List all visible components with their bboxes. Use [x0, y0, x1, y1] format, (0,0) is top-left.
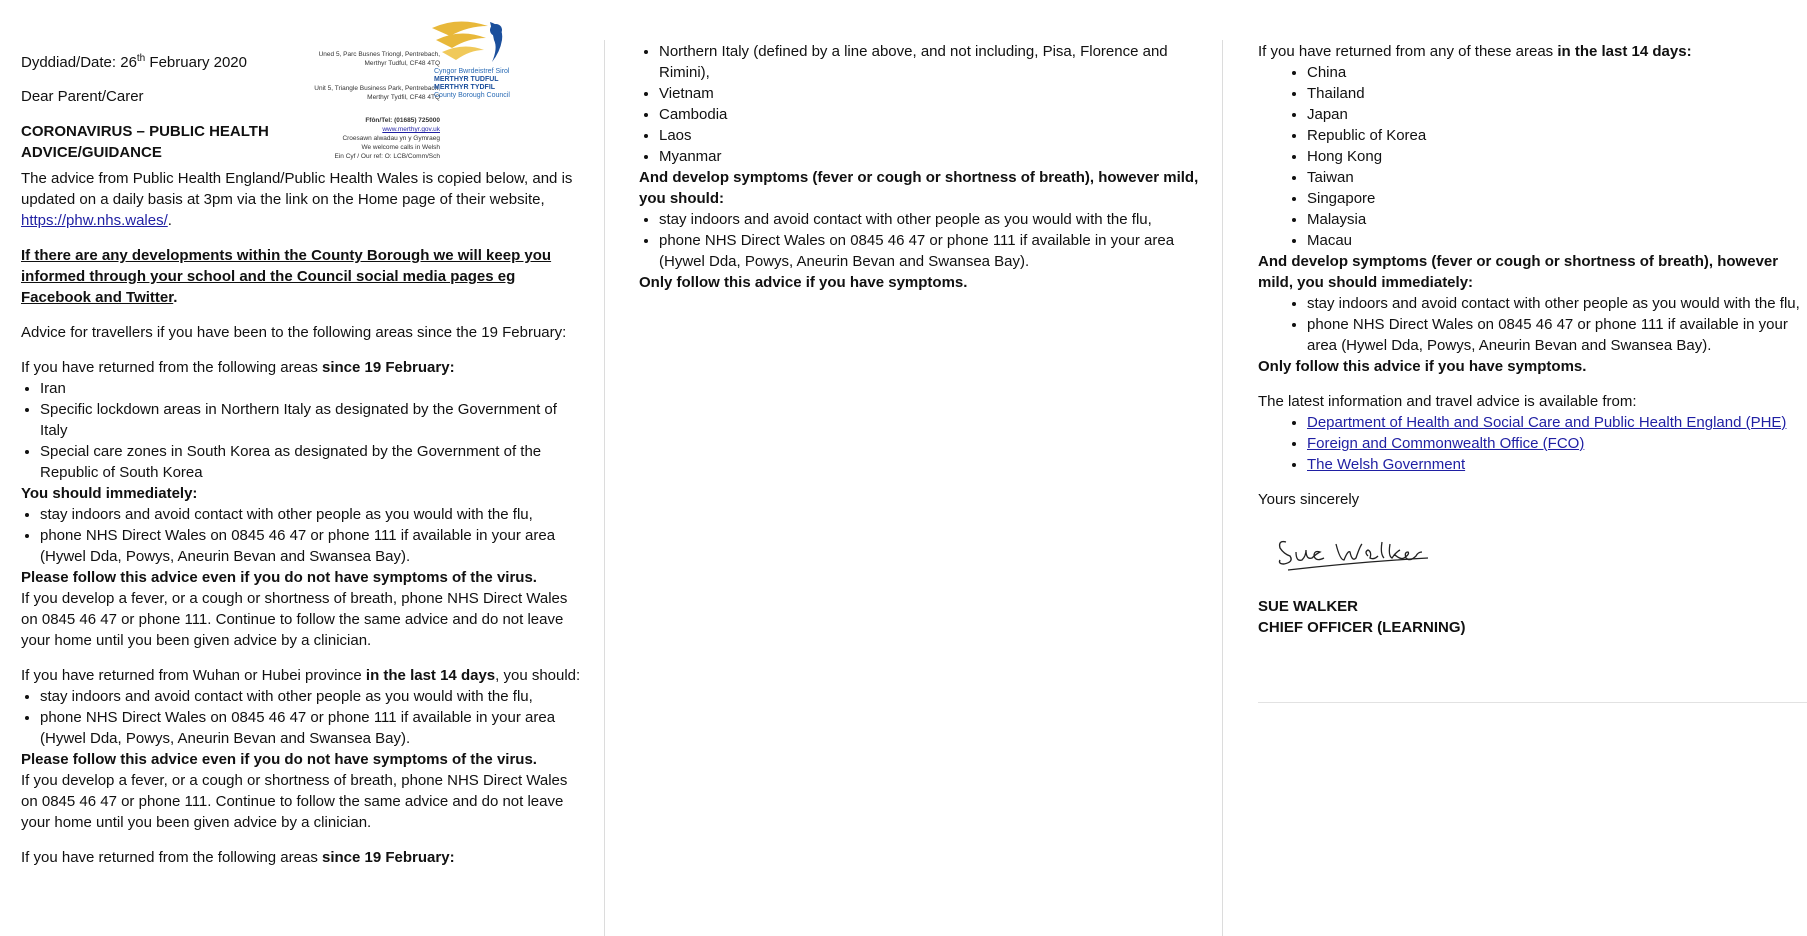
- list-item: • phone NHS Direct Wales on 0845 46 47 or phone 111 if available in your area (Hywel Dda, Powys, Aneurin Bevan and Swansea Bay).: [659, 230, 1202, 272]
- list-item: • Thailand: [1307, 83, 1807, 104]
- areas-list: [21, 378, 584, 483]
- letter-date: Dyddiad/Date: 26th February 2020: [21, 53, 247, 71]
- letter-body-3: [1258, 41, 1807, 638]
- wuhan-heading: If you have returned from Wuhan or Hubei province in the last 14 days, you should:: [21, 667, 581, 684]
- signatory-name: SUE WALKER: [1258, 598, 1359, 615]
- list-item: • Malaysia: [1307, 209, 1807, 230]
- travellers-heading: Advice for travellers if you have been to the following areas since the 19 February:: [21, 324, 567, 341]
- page-column-1: [0, 0, 604, 936]
- resource-links: [1258, 412, 1807, 475]
- list-item: • Republic of Korea: [1307, 125, 1807, 146]
- list-item: [1307, 454, 1807, 475]
- signature-image: [1268, 522, 1468, 586]
- returned-14-days-heading: If you have returned from any of these areas in the last 14 days:: [1258, 43, 1692, 60]
- council-name: Cyngor Bwrdeistref Sirol MERTHYR TUDFUL MERTHYR TYDFIL County Borough Council: [434, 68, 510, 99]
- latest-info-heading: The latest information and travel advice is available from:: [1258, 393, 1637, 410]
- list-item: • Japan: [1307, 104, 1807, 125]
- address-welsh: Uned 5, Parc Busnes Triongl, Pentrebach, Merthyr Tudful, CF48 4TQ: [318, 51, 440, 67]
- list-item: • Singapore: [1307, 188, 1807, 209]
- only-follow-notice: Only follow this advice if you have symptoms.: [1258, 358, 1587, 375]
- developments-notice: If there are any developments within the County Borough we will keep you informed through your school and the Council social media pages eg Facebook and Twitter.: [21, 247, 552, 306]
- list-item: • Vietnam: [659, 83, 1202, 104]
- fco-link[interactable]: Foreign and Commonwealth Office (FCO): [1307, 435, 1585, 452]
- areas-list: [639, 41, 1202, 167]
- page-column-3: [1223, 0, 1807, 936]
- list-item: [1307, 412, 1807, 433]
- signatory-position: CHIEF OFFICER (LEARNING): [1258, 619, 1466, 636]
- signature-area: [1258, 510, 1807, 596]
- actions-list: [21, 504, 584, 567]
- actions-list: [1258, 293, 1807, 356]
- list-item: • Iran: [40, 378, 584, 399]
- list-item: • stay indoors and avoid contact with other people as you would with the flu,: [1307, 293, 1807, 314]
- letter-body-2: [639, 41, 1202, 293]
- list-item: • phone NHS Direct Wales on 0845 46 47 or phone 111 if available in your area (Hywel Dda, Powys, Aneurin Bevan and Swansea Bay).: [40, 707, 584, 749]
- list-item: • stay indoors and avoid contact with other people as you would with the flu,: [40, 504, 584, 525]
- list-item: • Hong Kong: [1307, 146, 1807, 167]
- council-letterhead: [310, 18, 510, 168]
- greeting: Dear Parent/Carer: [21, 88, 144, 105]
- page-divider: [1258, 702, 1807, 703]
- list-item: • Myanmar: [659, 146, 1202, 167]
- list-item: • Macau: [1307, 230, 1807, 251]
- list-item: • phone NHS Direct Wales on 0845 46 47 or phone 111 if available in your area (Hywel Dda, Powys, Aneurin Bevan and Swansea Bay).: [1307, 314, 1807, 356]
- list-item: • Cambodia: [659, 104, 1202, 125]
- develop-symptoms-heading: And develop symptoms (fever or cough or shortness of breath), however mild, you should immediately:: [1258, 253, 1779, 291]
- closing: Yours sincerely: [1258, 491, 1360, 508]
- address-english: Unit 5, Triangle Business Park, Pentrebach, Merthyr Tydfil, CF48 4TQ: [314, 85, 440, 101]
- follow-even-notice-2: Please follow this advice even if you do not have symptoms of the virus.: [21, 751, 537, 768]
- list-item: • phone NHS Direct Wales on 0845 46 47 or phone 111 if available in your area (Hywel Dda, Powys, Aneurin Bevan and Swansea Bay).: [40, 525, 584, 567]
- letter-body: [21, 48, 584, 868]
- list-item: • Laos: [659, 125, 1202, 146]
- list-item: • China: [1307, 62, 1807, 83]
- page-column-2: [605, 0, 1222, 936]
- actions-list: [639, 209, 1202, 272]
- council-logo-icon: [428, 18, 510, 66]
- areas-list: [1258, 62, 1807, 251]
- list-item: • stay indoors and avoid contact with other people as you would with the flu,: [40, 686, 584, 707]
- follow-even-notice: Please follow this advice even if you do not have symptoms of the virus.: [21, 569, 537, 586]
- phe-link[interactable]: Department of Health and Social Care and Public Health England (PHE): [1307, 414, 1787, 431]
- list-item: • Special care zones in South Korea as designated by the Government of the Republic of South Korea: [40, 441, 584, 483]
- letter-title: CORONAVIRUS – PUBLIC HEALTH ADVICE/GUIDANCE: [21, 123, 269, 161]
- list-item: [1307, 433, 1807, 454]
- intro-paragraph: The advice from Public Health England/Public Health Wales is copied below, and is updated on a daily basis at 3pm via the link on the Home page of their website, https://phw.nhs.wales/.: [21, 170, 573, 229]
- immediately-heading: You should immediately:: [21, 485, 198, 502]
- returned-since-heading: If you have returned from the following areas since 19 February:: [21, 359, 455, 376]
- develop-symptoms-heading: And develop symptoms (fever or cough or shortness of breath), however mild, you should:: [639, 169, 1199, 207]
- contact-details: Ffôn/Tel: (01685) 725000 www.merthyr.gov.uk Croesawn alwadau yn y Gymraeg We welcome calls in Welsh Ein Cyf / Our ref: O: LCB/Comm/Sch: [334, 117, 440, 160]
- develop-paragraph: If you develop a fever, or a cough or shortness of breath, phone NHS Direct Wales on 0845 46 47 or phone 111. Continue to follow the same advice and do not leave your home until you been given advice by a clinician.: [21, 590, 568, 649]
- phw-link[interactable]: https://phw.nhs.wales/: [21, 212, 168, 229]
- actions-list-2: [21, 686, 584, 749]
- list-item: • stay indoors and avoid contact with other people as you would with the flu,: [659, 209, 1202, 230]
- list-item: • Northern Italy (defined by a line above, and not including, Pisa, Florence and Rimini),: [659, 41, 1202, 83]
- develop-paragraph-2: If you develop a fever, or a cough or shortness of breath, phone NHS Direct Wales on 0845 46 47 or phone 111. Continue to follow the same advice and do not leave your home until you been given advice by a clinician.: [21, 772, 568, 831]
- returned-since-heading-2: If you have returned from the following areas since 19 February:: [21, 849, 455, 866]
- list-item: • Specific lockdown areas in Northern Italy as designated by the Government of Italy: [40, 399, 584, 441]
- welsh-government-link[interactable]: The Welsh Government: [1307, 456, 1466, 473]
- only-follow-notice: Only follow this advice if you have symptoms.: [639, 274, 968, 291]
- list-item: • Taiwan: [1307, 167, 1807, 188]
